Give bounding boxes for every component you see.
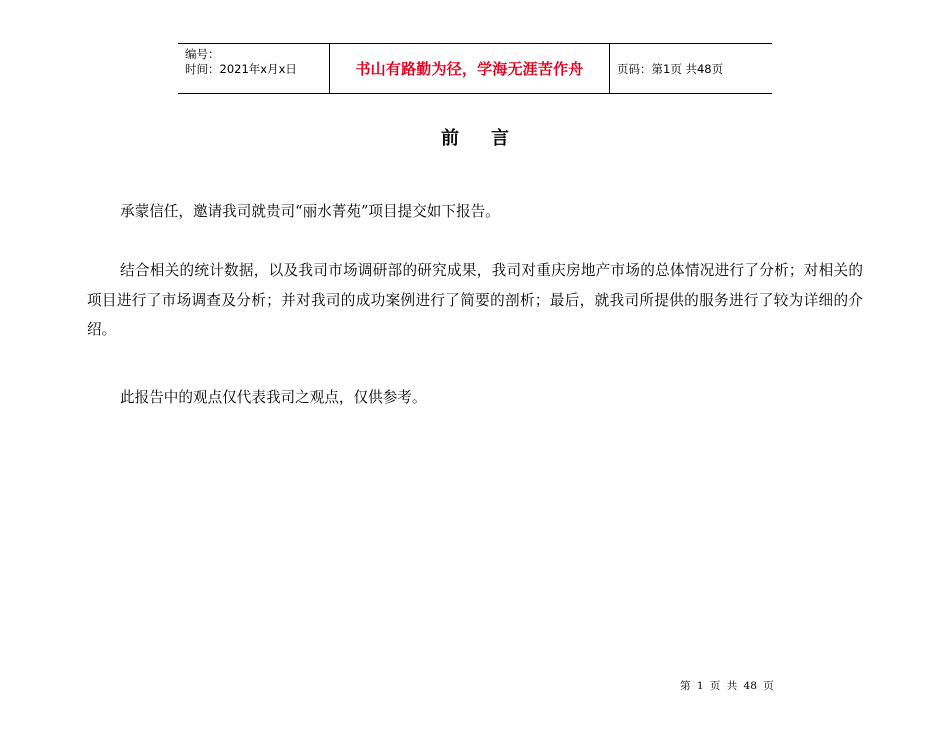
header-info-cell [178, 44, 329, 93]
page-title: 前言 [441, 128, 541, 149]
header-motto-cell [329, 44, 610, 93]
paragraph-intro [87, 197, 863, 227]
header-page-cell [610, 44, 772, 93]
document-number-label: 编号： [185, 47, 220, 61]
paragraph-summary [87, 256, 863, 345]
header-motto: 书山有路勤为径，学海无涯苦作舟 [355, 60, 584, 78]
paragraph-disclaimer [87, 383, 863, 413]
document-time-label: 时间：2021年x月x日 [185, 62, 297, 76]
document-header [178, 43, 772, 94]
paragraph-text: 结合相关的统计数据，以及我司市场调研部的研究成果，我司对重庆房地产市场的总体情况进行了分析；对相关的项目进行了市场调查及分析；并对我司的成功案例进行了简要的剖析；最后，就我司所提供的服务进行了较为详细的介绍。 [87, 262, 863, 338]
paragraph-text: 承蒙信任，邀请我司就贵司“丽水菁苑”项目提交如下报告。 [120, 203, 500, 220]
page-footer: 第 1 页 共 48 页 [680, 680, 774, 692]
header-page-label: 页码：第1页 共48页 [617, 61, 724, 76]
paragraph-text: 此报告中的观点仅代表我司之观点，仅供参考。 [120, 389, 427, 406]
